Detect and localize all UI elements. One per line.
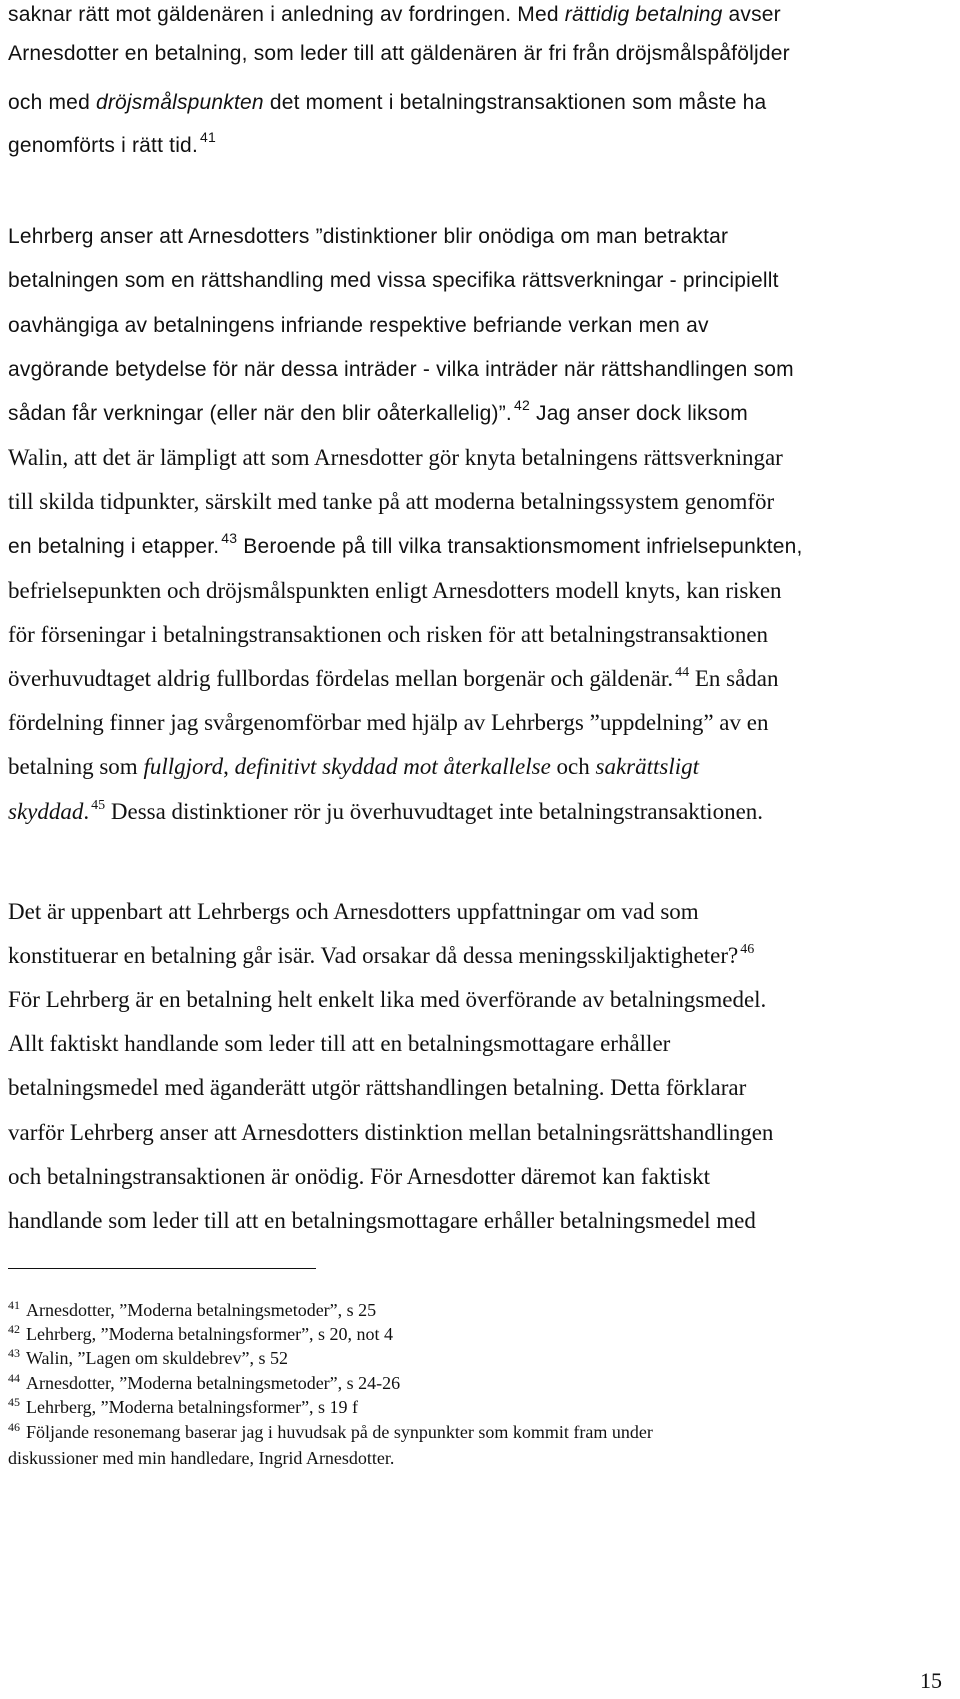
p1-line-2: Arnesdotter en betalning, som leder till att gäldenären är fri från dröjsmålspåföljder xyxy=(8,42,790,65)
p2-line-12: fördelning finner jag svårgenomförbar med hjälp av Lehrbergs ”uppdelning” av en xyxy=(8,710,769,735)
p2-line-4: avgörande betydelse för när dessa inträder - vilka inträder när rättshandlingen som xyxy=(8,358,794,381)
p3-line-4: Allt faktiskt handlande som leder till att en betalningsmottagare erhåller xyxy=(8,1031,671,1056)
footnote-42: $^{42}$ Lehrberg, ”Moderna betalningsformer”, s 20, not 4 xyxy=(8,1322,394,1344)
p2-line-3: oavhängiga av betalningens infriande respektive befriande verkan men av xyxy=(8,314,709,337)
page-number: 15 xyxy=(920,1668,942,1693)
p3-line-2: konstituerar en betalning går isär. Vad orsakar då dessa meningsskiljaktigheter? $^{46}$ xyxy=(8,942,755,968)
p1-line-3: och med dröjsmålspunkten det moment i betalningstransaktionen som måste ha xyxy=(8,91,767,114)
footnote-ref-43: 43 xyxy=(221,530,238,546)
footnote-ref-41: 41 xyxy=(199,129,216,145)
footnote-ref-45: 45 xyxy=(91,798,106,813)
footnote-46: $^{46}$ Följande resonemang baserar jag i huvudsak på de synpunkter som kommit fram under xyxy=(8,1420,653,1442)
p3-line-5: betalningsmedel med äganderätt utgör rättshandlingen betalning. Detta förklarar xyxy=(8,1075,747,1100)
p3-line-7: och betalningstransaktionen är onödig. För Arnesdotter däremot kan faktiskt xyxy=(8,1164,710,1189)
p2-line-6: Walin, att det är lämpligt att som Arnesdotter gör knyta betalningens rättsverkningar xyxy=(8,445,783,470)
footnote-43: $^{43}$ Walin, ”Lagen om skuldebrev”, s 52 xyxy=(8,1346,288,1368)
p3-line-6: varför Lehrberg anser att Arnesdotters distinktion mellan betalningsrättshandlingen xyxy=(8,1120,774,1145)
footnote-ref-42: 42 xyxy=(513,397,530,413)
p2-line-13: betalning som fullgjord, definitivt skyddad mot återkallelse och sakrättsligt xyxy=(8,754,700,779)
footnote-separator xyxy=(8,1268,316,1269)
p2-line-14: skyddad. $^{45}$ Dessa distinktioner rör ju överhuvudtaget inte betalningstransaktionen. xyxy=(8,798,764,824)
p3-line-1: Det är uppenbart att Lehrbergs och Arnesdotters uppfattningar om vad som xyxy=(8,899,699,924)
footnote-46-continued: diskussioner med min handledare, Ingrid Arnesdotter. xyxy=(8,1448,395,1468)
footnote-44: $^{44}$ Arnesdotter, ”Moderna betalningsmetoder”, s 24-26 xyxy=(8,1371,401,1393)
footnote-ref-44: 44 xyxy=(675,665,690,680)
footnote-41: $^{41}$ Arnesdotter, ”Moderna betalningsmetoder”, s 25 xyxy=(8,1298,377,1320)
footnote-ref-46: 46 xyxy=(740,942,755,957)
p2-line-10: för förseningar i betalningstransaktionen och risken för att betalningstransaktionen xyxy=(8,622,769,647)
p3-line-3: För Lehrberg är en betalning helt enkelt lika med överförande av betalningsmedel. xyxy=(8,987,767,1012)
p1-line-4: genomförts i rätt tid. $^{41}$ xyxy=(8,129,216,157)
p2-line-7: till skilda tidpunkter, särskilt med tanke på att moderna betalningssystem genomför xyxy=(8,489,775,514)
p2-line-1: Lehrberg anser att Arnesdotters ”distinktioner blir onödiga om man betraktar xyxy=(8,225,729,248)
p2-line-11: överhuvudtaget aldrig fullbordas fördelas mellan borgenär och gäldenär. $^{44}$ En sådan xyxy=(8,665,779,691)
p3-line-8: handlande som leder till att en betalningsmottagare erhåller betalningsmedel med xyxy=(8,1208,756,1233)
p1-line-1: saknar rätt mot gäldenären i anledning av fordringen. Med rättidig betalning avser xyxy=(8,3,781,26)
p2-line-9: befrielsepunkten och dröjsmålspunkten enligt Arnesdotters modell knyts, kan risken xyxy=(8,578,782,603)
p2-line-5: sådan får verkningar (eller när den blir oåterkallelig)”. $^{42}$ Jag anser dock liksom xyxy=(8,397,748,425)
p2-line-2: betalningen som en rättshandling med vissa specifika rättsverkningar - principiellt xyxy=(8,269,779,292)
p2-line-8: en betalning i etapper. $^{43}$ Beroende på till vilka transaktionsmoment infrielsepunkten, xyxy=(8,530,803,558)
footnote-45: $^{45}$ Lehrberg, ”Moderna betalningsformer”, s 19 f xyxy=(8,1395,359,1417)
